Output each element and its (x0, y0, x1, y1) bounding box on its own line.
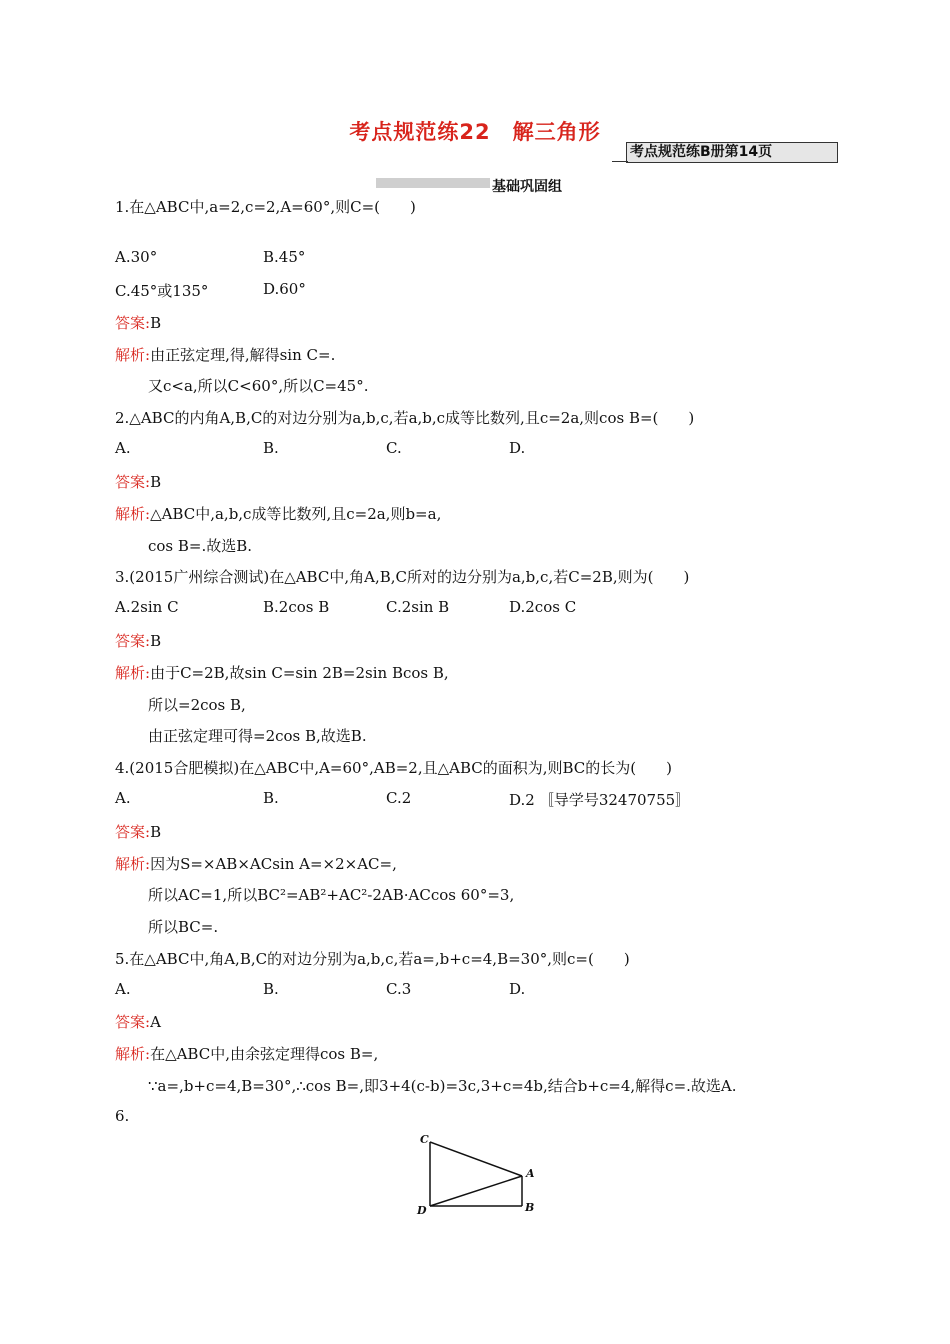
q5-stem: 5.在△ABC中,角A,B,C的对边分别为a,b,c,若a=,b+c=4,B=30°,则c=( ) (115, 950, 630, 968)
answer-value: B (150, 823, 162, 841)
answer-label: 答案: (115, 314, 151, 332)
analysis-label: 解析: (115, 1045, 151, 1063)
q1-option-d: D.60° (263, 280, 306, 298)
answer-value: B (150, 473, 162, 491)
q4-analysis-line2: 所以AC=1,所以BC²=AB²+AC²-2AB·ACcos 60°=3, (148, 886, 515, 904)
q4-analysis (115, 853, 397, 874)
analysis-text: △ABC中,a,b,c成等比数列,且c=2a,则b=a, (150, 505, 442, 523)
q5-option-a: A. (115, 980, 131, 998)
group-bar (376, 178, 490, 188)
analysis-label: 解析: (115, 346, 151, 364)
q1-analysis-line2: 又c<a,所以C<60°,所以C=45°. (148, 377, 369, 395)
q4-option-c: C.2 (386, 789, 412, 807)
edge-da (430, 1176, 522, 1206)
analysis-label: 解析: (115, 505, 151, 523)
answer-value: B (150, 632, 162, 650)
edge-ac (430, 1142, 522, 1176)
q4-analysis-line3: 所以BC=. (148, 918, 219, 936)
q3-option-c: C.2sin B (386, 598, 450, 616)
q4-option-d (509, 789, 690, 810)
reference-box: 考点规范练B册第14页 (626, 142, 838, 163)
page-title: 考点规范练22 解三角形 (349, 120, 601, 144)
answer-label: 答案: (115, 823, 151, 841)
q5-answer (115, 1011, 161, 1032)
analysis-text: 因为S=×AB×ACsin A=×2×AC=, (150, 855, 397, 873)
q5-option-d: D. (509, 980, 526, 998)
analysis-text: 在△ABC中,由余弦定理得cos B=, (150, 1045, 379, 1063)
label-c: C (420, 1133, 429, 1146)
q2-stem: 2.△ABC的内角A,B,C的对边分别为a,b,c,若a,b,c成等比数列,且c=2a,则cos B=( ) (115, 409, 695, 427)
option-d-text: D.2 (509, 791, 535, 809)
answer-value: A (150, 1013, 161, 1031)
q1-stem: 1.在△ABC中,a=2,c=2,A=60°,则C=( ) (115, 198, 416, 216)
q3-analysis-line3: 由正弦定理可得=2cos B,故选B. (148, 727, 367, 745)
quadrilateral-diagram (414, 1130, 544, 1220)
q3-stem: 3.(2015广州综合测试)在△ABC中,角A,B,C所对的边分别为a,b,c,若C=2B,则为( ) (115, 568, 690, 586)
answer-label: 答案: (115, 1013, 151, 1031)
analysis-label: 解析: (115, 664, 151, 682)
q2-analysis (115, 503, 441, 524)
q4-stem: 4.(2015合肥模拟)在△ABC中,A=60°,AB=2,且△ABC的面积为,则BC的长为( ) (115, 759, 672, 777)
q5-analysis (115, 1043, 378, 1064)
q2-option-b: B. (263, 439, 279, 457)
guide-number: 〚导学号32470755〛 (538, 791, 691, 809)
q5-option-c: C.3 (386, 980, 412, 998)
analysis-label: 解析: (115, 855, 151, 873)
answer-label: 答案: (115, 632, 151, 650)
q2-option-a: A. (115, 439, 131, 457)
q3-analysis (115, 662, 449, 683)
label-a: A (526, 1167, 535, 1180)
q4-option-a: A. (115, 789, 131, 807)
q2-analysis-line2: cos B=.故选B. (148, 537, 253, 555)
q2-answer (115, 471, 161, 492)
answer-label: 答案: (115, 473, 151, 491)
q1-analysis (115, 344, 335, 365)
q1-option-c: C.45°或135° (115, 282, 209, 300)
q6-stem: 6. (115, 1107, 130, 1125)
reference-rule (612, 161, 628, 162)
analysis-text: 由正弦定理,得,解得sin C=. (150, 346, 336, 364)
analysis-text: 由于C=2B,故sin C=sin 2B=2sin Bcos B, (150, 664, 449, 682)
q3-option-b: B.2cos B (263, 598, 330, 616)
q4-option-b: B. (263, 789, 279, 807)
q4-answer (115, 821, 161, 842)
q1-option-a: A.30° (115, 248, 158, 266)
label-d: D (417, 1204, 427, 1217)
q3-analysis-line2: 所以=2cos B, (148, 696, 246, 714)
group-label: 基础巩固组 (492, 179, 562, 195)
answer-value: B (150, 314, 162, 332)
q5-analysis-line2: ∵a=,b+c=4,B=30°,∴cos B=,即3+4(c-b)=3c,3+c=4b,结合b+c=4,解得c=.故选A. (148, 1077, 737, 1095)
q3-option-d: D.2cos C (509, 598, 577, 616)
q1-answer (115, 312, 161, 333)
q2-option-c: C. (386, 439, 402, 457)
q2-option-d: D. (509, 439, 526, 457)
q1-option-b: B.45° (263, 248, 306, 266)
q5-option-b: B. (263, 980, 279, 998)
label-b: B (525, 1201, 535, 1214)
q3-option-a: A.2sin C (115, 598, 179, 616)
q3-answer (115, 630, 161, 651)
